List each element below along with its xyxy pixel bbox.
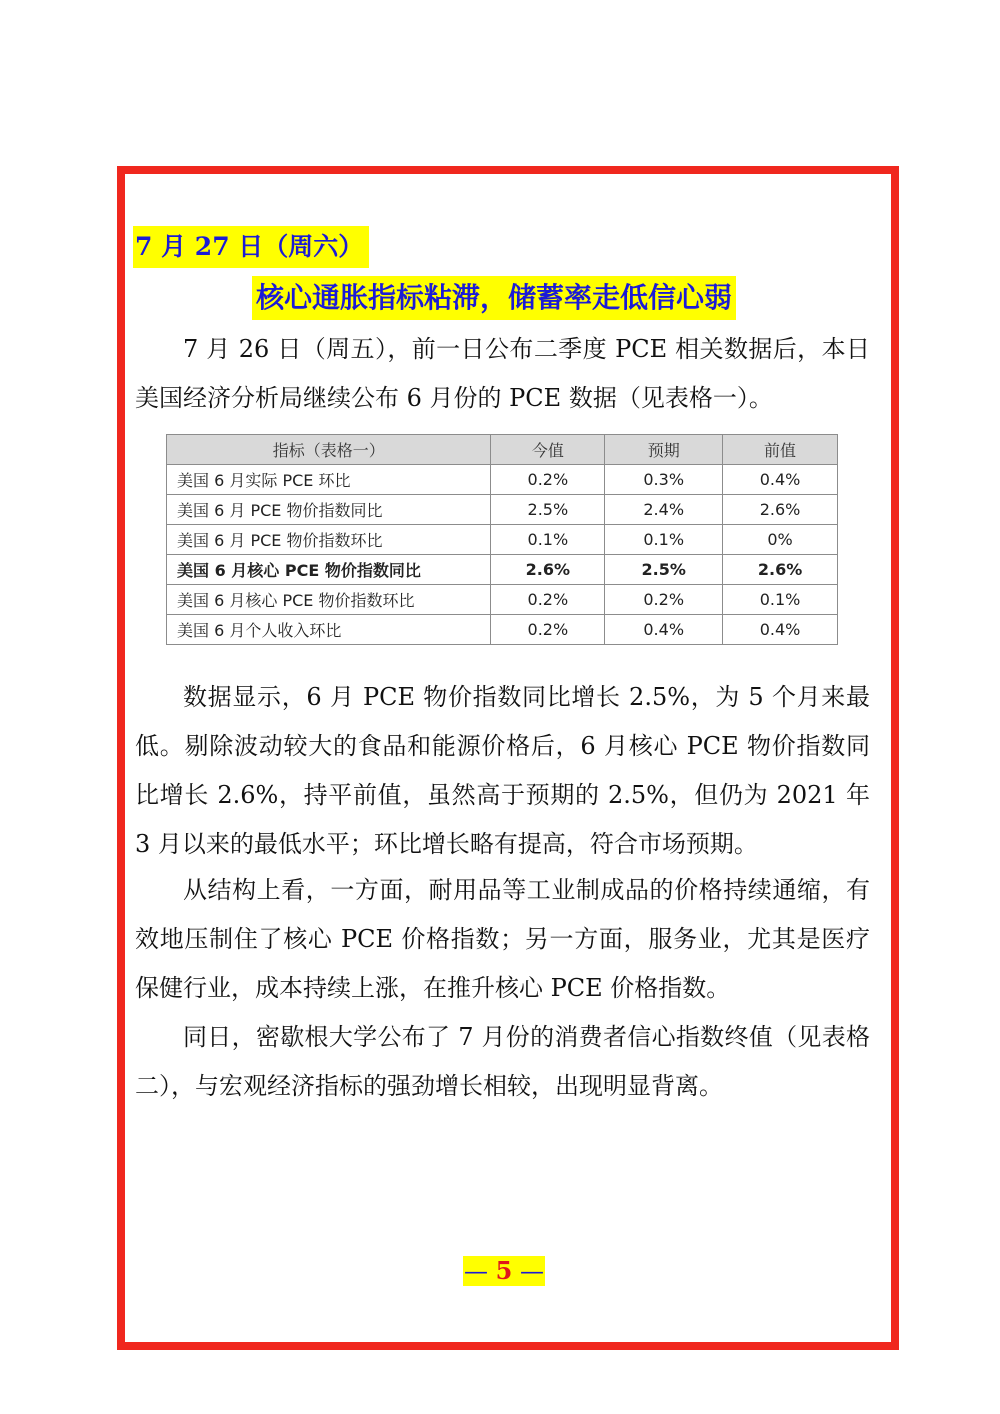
row-label: 美国 6 月 PCE 物价指数环比 [167, 525, 491, 555]
row-current: 2.6% [491, 555, 605, 585]
row-label: 美国 6 月核心 PCE 物价指数同比 [167, 555, 491, 585]
paragraph-data-summary: 数据显示，6 月 PCE 物价指数同比增长 2.5%，为 5 个月来最低。剔除波动较大的食品和能源价格后，6 月核心 PCE 物价指数同比增长 2.6%，持平前值，虽然高于预期的 2.5%，但仍为 2021 年 3 月以来的最低水平；环比增长略有提高，符合市场预期。 [135, 683, 870, 858]
header-indicator: 指标（表格一） [167, 435, 491, 465]
page-dash-left: — [464, 1257, 488, 1285]
row-expected: 0.1% [605, 525, 723, 555]
table-header-row [167, 435, 838, 465]
row-expected: 2.5% [605, 555, 723, 585]
date-heading: 7 月 27 日（周六） [133, 226, 369, 268]
row-expected: 0.2% [605, 585, 723, 615]
pce-data-table [166, 434, 838, 645]
row-expected: 2.4% [605, 495, 723, 525]
paragraph-intro: 7 月 26 日（周五），前一日公布二季度 PCE 相关数据后，本日美国经济分析局继续公布 6 月份的 PCE 数据（见表格一）。 [135, 335, 870, 412]
page-number-badge [463, 1256, 545, 1286]
row-previous: 0.4% [723, 465, 838, 495]
row-expected: 0.4% [605, 615, 723, 645]
header-previous: 前值 [723, 435, 838, 465]
row-previous: 0% [723, 525, 838, 555]
row-label: 美国 6 月个人收入环比 [167, 615, 491, 645]
article-title: 核心通胀指标粘滞，储蓄率走低信心弱 [252, 276, 736, 320]
row-previous: 0.1% [723, 585, 838, 615]
page-number: 5 [495, 1256, 513, 1285]
table-row [167, 525, 838, 555]
row-previous: 0.4% [723, 615, 838, 645]
table-row [167, 495, 838, 525]
header-expected: 预期 [605, 435, 723, 465]
table-row [167, 585, 838, 615]
row-label: 美国 6 月实际 PCE 环比 [167, 465, 491, 495]
row-current: 0.2% [491, 585, 605, 615]
table-row [167, 555, 838, 585]
row-current: 0.2% [491, 465, 605, 495]
row-previous: 2.6% [723, 555, 838, 585]
row-label: 美国 6 月 PCE 物价指数同比 [167, 495, 491, 525]
row-label: 美国 6 月核心 PCE 物价指数环比 [167, 585, 491, 615]
row-previous: 2.6% [723, 495, 838, 525]
row-current: 0.2% [491, 615, 605, 645]
row-expected: 0.3% [605, 465, 723, 495]
row-current: 2.5% [491, 495, 605, 525]
header-current: 今值 [491, 435, 605, 465]
page-dash-right: — [519, 1257, 544, 1285]
row-current: 0.1% [491, 525, 605, 555]
table-row [167, 465, 838, 495]
table-row [167, 615, 838, 645]
paragraph-consumer-sentiment: 同日，密歇根大学公布了 7 月份的消费者信心指数终值（见表格二），与宏观经济指标的强劲增长相较，出现明显背离。 [135, 1023, 870, 1100]
paragraph-structure: 从结构上看，一方面，耐用品等工业制成品的价格持续通缩，有效地压制住了核心 PCE 价格指数；另一方面，服务业，尤其是医疗保健行业，成本持续上涨，在推升核心 PCE 价格指数。 [135, 876, 870, 1002]
